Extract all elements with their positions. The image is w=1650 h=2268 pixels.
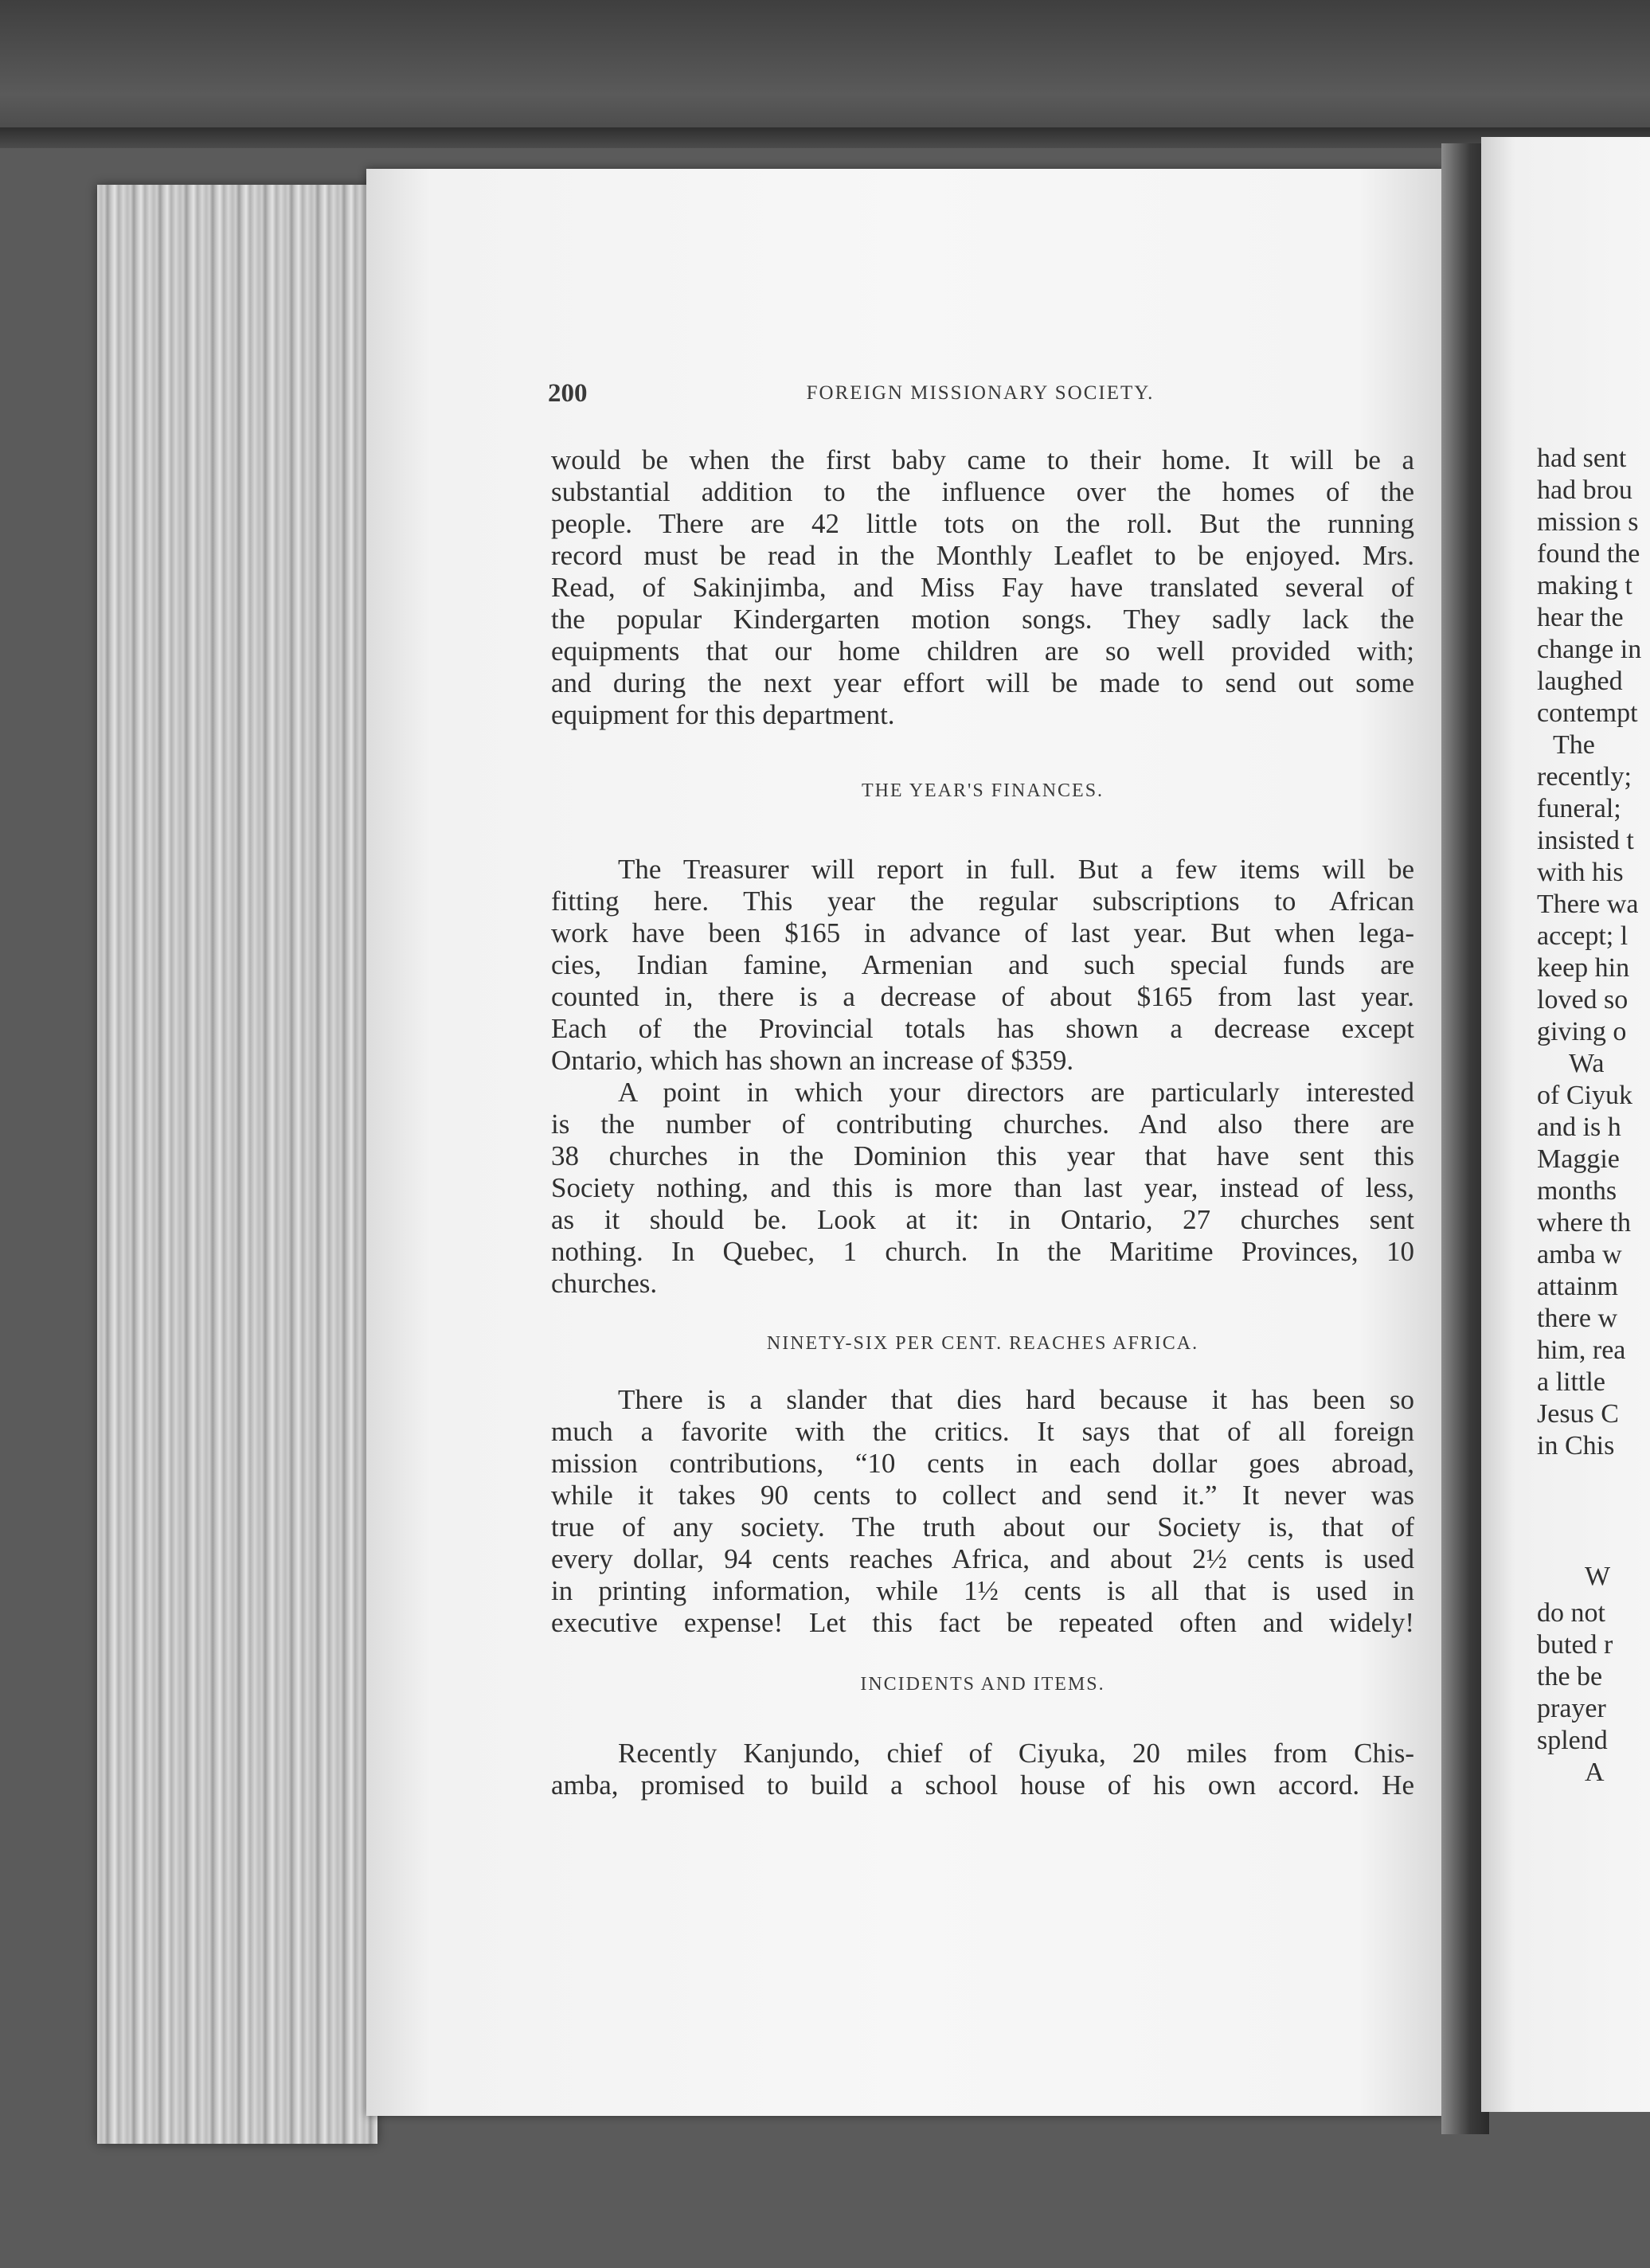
text-line: as it should be. Look at it: in Ontario, 27 churches sent	[551, 1204, 1414, 1235]
section-heading: THE YEAR'S FINANCES.	[861, 780, 1105, 801]
text-line: work have been $165 in advance of last year. But when lega-	[551, 917, 1414, 948]
next-page-line: of Ciyuk	[1537, 1081, 1632, 1110]
next-page-line: accept; l	[1537, 921, 1628, 951]
text-line: Read, of Sakinjimba, and Miss Fay have translated several of	[551, 572, 1414, 603]
next-page-line: had sent	[1537, 444, 1627, 473]
next-page-line: keep hin	[1537, 953, 1630, 983]
scan-dark-band	[0, 127, 1650, 148]
next-page-line: A	[1585, 1758, 1605, 1787]
text-line: executive expense! Let this fact be repeated often and widely!	[551, 1607, 1414, 1638]
next-page-line: had brou	[1537, 475, 1632, 505]
text-line: mission contributions, “10 cents in each dollar goes abroad,	[551, 1448, 1414, 1479]
text-line: Society nothing, and this is more than last year, instead of less,	[551, 1172, 1414, 1203]
next-page-line: a little	[1537, 1367, 1605, 1397]
running-title: FOREIGN MISSIONARY SOCIETY.	[806, 382, 1155, 404]
text-line: amba, promised to build a school house of his own accord. He	[551, 1769, 1414, 1801]
next-page-line: prayer	[1537, 1694, 1606, 1723]
next-page-line: where th	[1537, 1208, 1632, 1238]
text-line: A point in which your directors are particularly interested	[618, 1077, 1414, 1108]
text-line: record must be read in the Monthly Leaflet to be enjoyed. Mrs.	[551, 540, 1414, 571]
next-page-line: Jesus C	[1537, 1399, 1619, 1429]
next-page-line: hear the	[1537, 603, 1624, 632]
section-heading: INCIDENTS AND ITEMS.	[860, 1674, 1105, 1695]
text-line: the popular Kindergarten motion songs. They sadly lack the	[551, 604, 1414, 635]
text-line: and during the next year effort will be made to send out some	[551, 667, 1414, 698]
next-page-line: there w	[1537, 1304, 1618, 1333]
text-line: true of any society. The truth about our Society is, that of	[551, 1511, 1414, 1543]
next-page-line: splend	[1537, 1726, 1608, 1755]
text-line: churches.	[551, 1268, 658, 1299]
next-page-line: Wa	[1569, 1049, 1605, 1078]
next-page-line: funeral;	[1537, 794, 1621, 823]
text-line: in printing information, while 1½ cents is all that is used in	[551, 1575, 1414, 1606]
text-line: people. There are 42 little tots on the roll. But the running	[551, 508, 1414, 539]
next-page-line: do not	[1537, 1598, 1605, 1628]
section-heading: NINETY-SIX PER CENT. REACHES AFRICA.	[766, 1333, 1199, 1354]
scan-background-top	[0, 0, 1650, 135]
book-page-edges	[97, 185, 377, 2144]
next-page-line: with his	[1537, 858, 1624, 887]
text-line: while it takes 90 cents to collect and send it.” It never was	[551, 1480, 1414, 1511]
next-page-line: The	[1553, 730, 1595, 760]
text-line: is the number of contributing churches. And also there are	[551, 1109, 1414, 1140]
next-page-line: the be	[1537, 1662, 1603, 1691]
page-number: 200	[548, 379, 588, 408]
next-page-line: found the	[1537, 539, 1640, 569]
text-line: counted in, there is a decrease of about $165 from last year.	[551, 981, 1414, 1012]
page-header	[548, 379, 1413, 414]
next-page-line: mission s	[1537, 507, 1639, 537]
next-page-line: buted r	[1537, 1630, 1613, 1660]
next-page-line: him, rea	[1537, 1335, 1626, 1365]
text-line: much a favorite with the critics. It says that of all foreign	[551, 1416, 1414, 1447]
next-page-line: in Chis	[1537, 1431, 1615, 1461]
next-page-line: Maggie	[1537, 1144, 1620, 1174]
next-page-line: change in	[1537, 635, 1642, 664]
text-line: every dollar, 94 cents reaches Africa, and about 2½ cents is used	[551, 1543, 1414, 1574]
next-page-line: W	[1585, 1562, 1611, 1591]
text-line: equipment for this department.	[551, 699, 895, 730]
text-line: 38 churches in the Dominion this year that have sent this	[551, 1140, 1414, 1171]
next-page-line: amba w	[1537, 1240, 1622, 1269]
next-page-line: loved so	[1537, 985, 1628, 1015]
text-line: There is a slander that dies hard because it has been so	[618, 1384, 1414, 1415]
text-line: nothing. In Quebec, 1 church. In the Maritime Provinces, 10	[551, 1236, 1414, 1267]
text-line: equipments that our home children are so well provided with;	[551, 635, 1414, 667]
text-line: substantial addition to the influence over the homes of the	[551, 476, 1414, 507]
next-page-line: laughed	[1537, 667, 1623, 696]
text-line: The Treasurer will report in full. But a few items will be	[618, 854, 1414, 885]
next-page-line: recently;	[1537, 762, 1632, 792]
next-page-line: attainm	[1537, 1272, 1618, 1301]
text-line: cies, Indian famine, Armenian and such special funds are	[551, 949, 1414, 980]
text-line: Ontario, which has shown an increase of $359.	[551, 1045, 1074, 1076]
next-page-line: contempt	[1537, 698, 1638, 728]
next-page-line: There wa	[1537, 890, 1639, 919]
text-line: would be when the first baby came to their home. It will be a	[551, 444, 1414, 475]
text-line: Each of the Provincial totals has shown a decrease except	[551, 1013, 1414, 1044]
text-line: fitting here. This year the regular subscriptions to African	[551, 886, 1414, 917]
next-page-line: and is h	[1537, 1112, 1621, 1142]
text-line: Recently Kanjundo, chief of Ciyuka, 20 miles from Chis-	[618, 1738, 1414, 1769]
next-page-line: giving o	[1537, 1017, 1627, 1046]
next-page-line: insisted t	[1537, 826, 1634, 855]
next-page-line: months	[1537, 1176, 1617, 1206]
next-page-line: making t	[1537, 571, 1632, 600]
